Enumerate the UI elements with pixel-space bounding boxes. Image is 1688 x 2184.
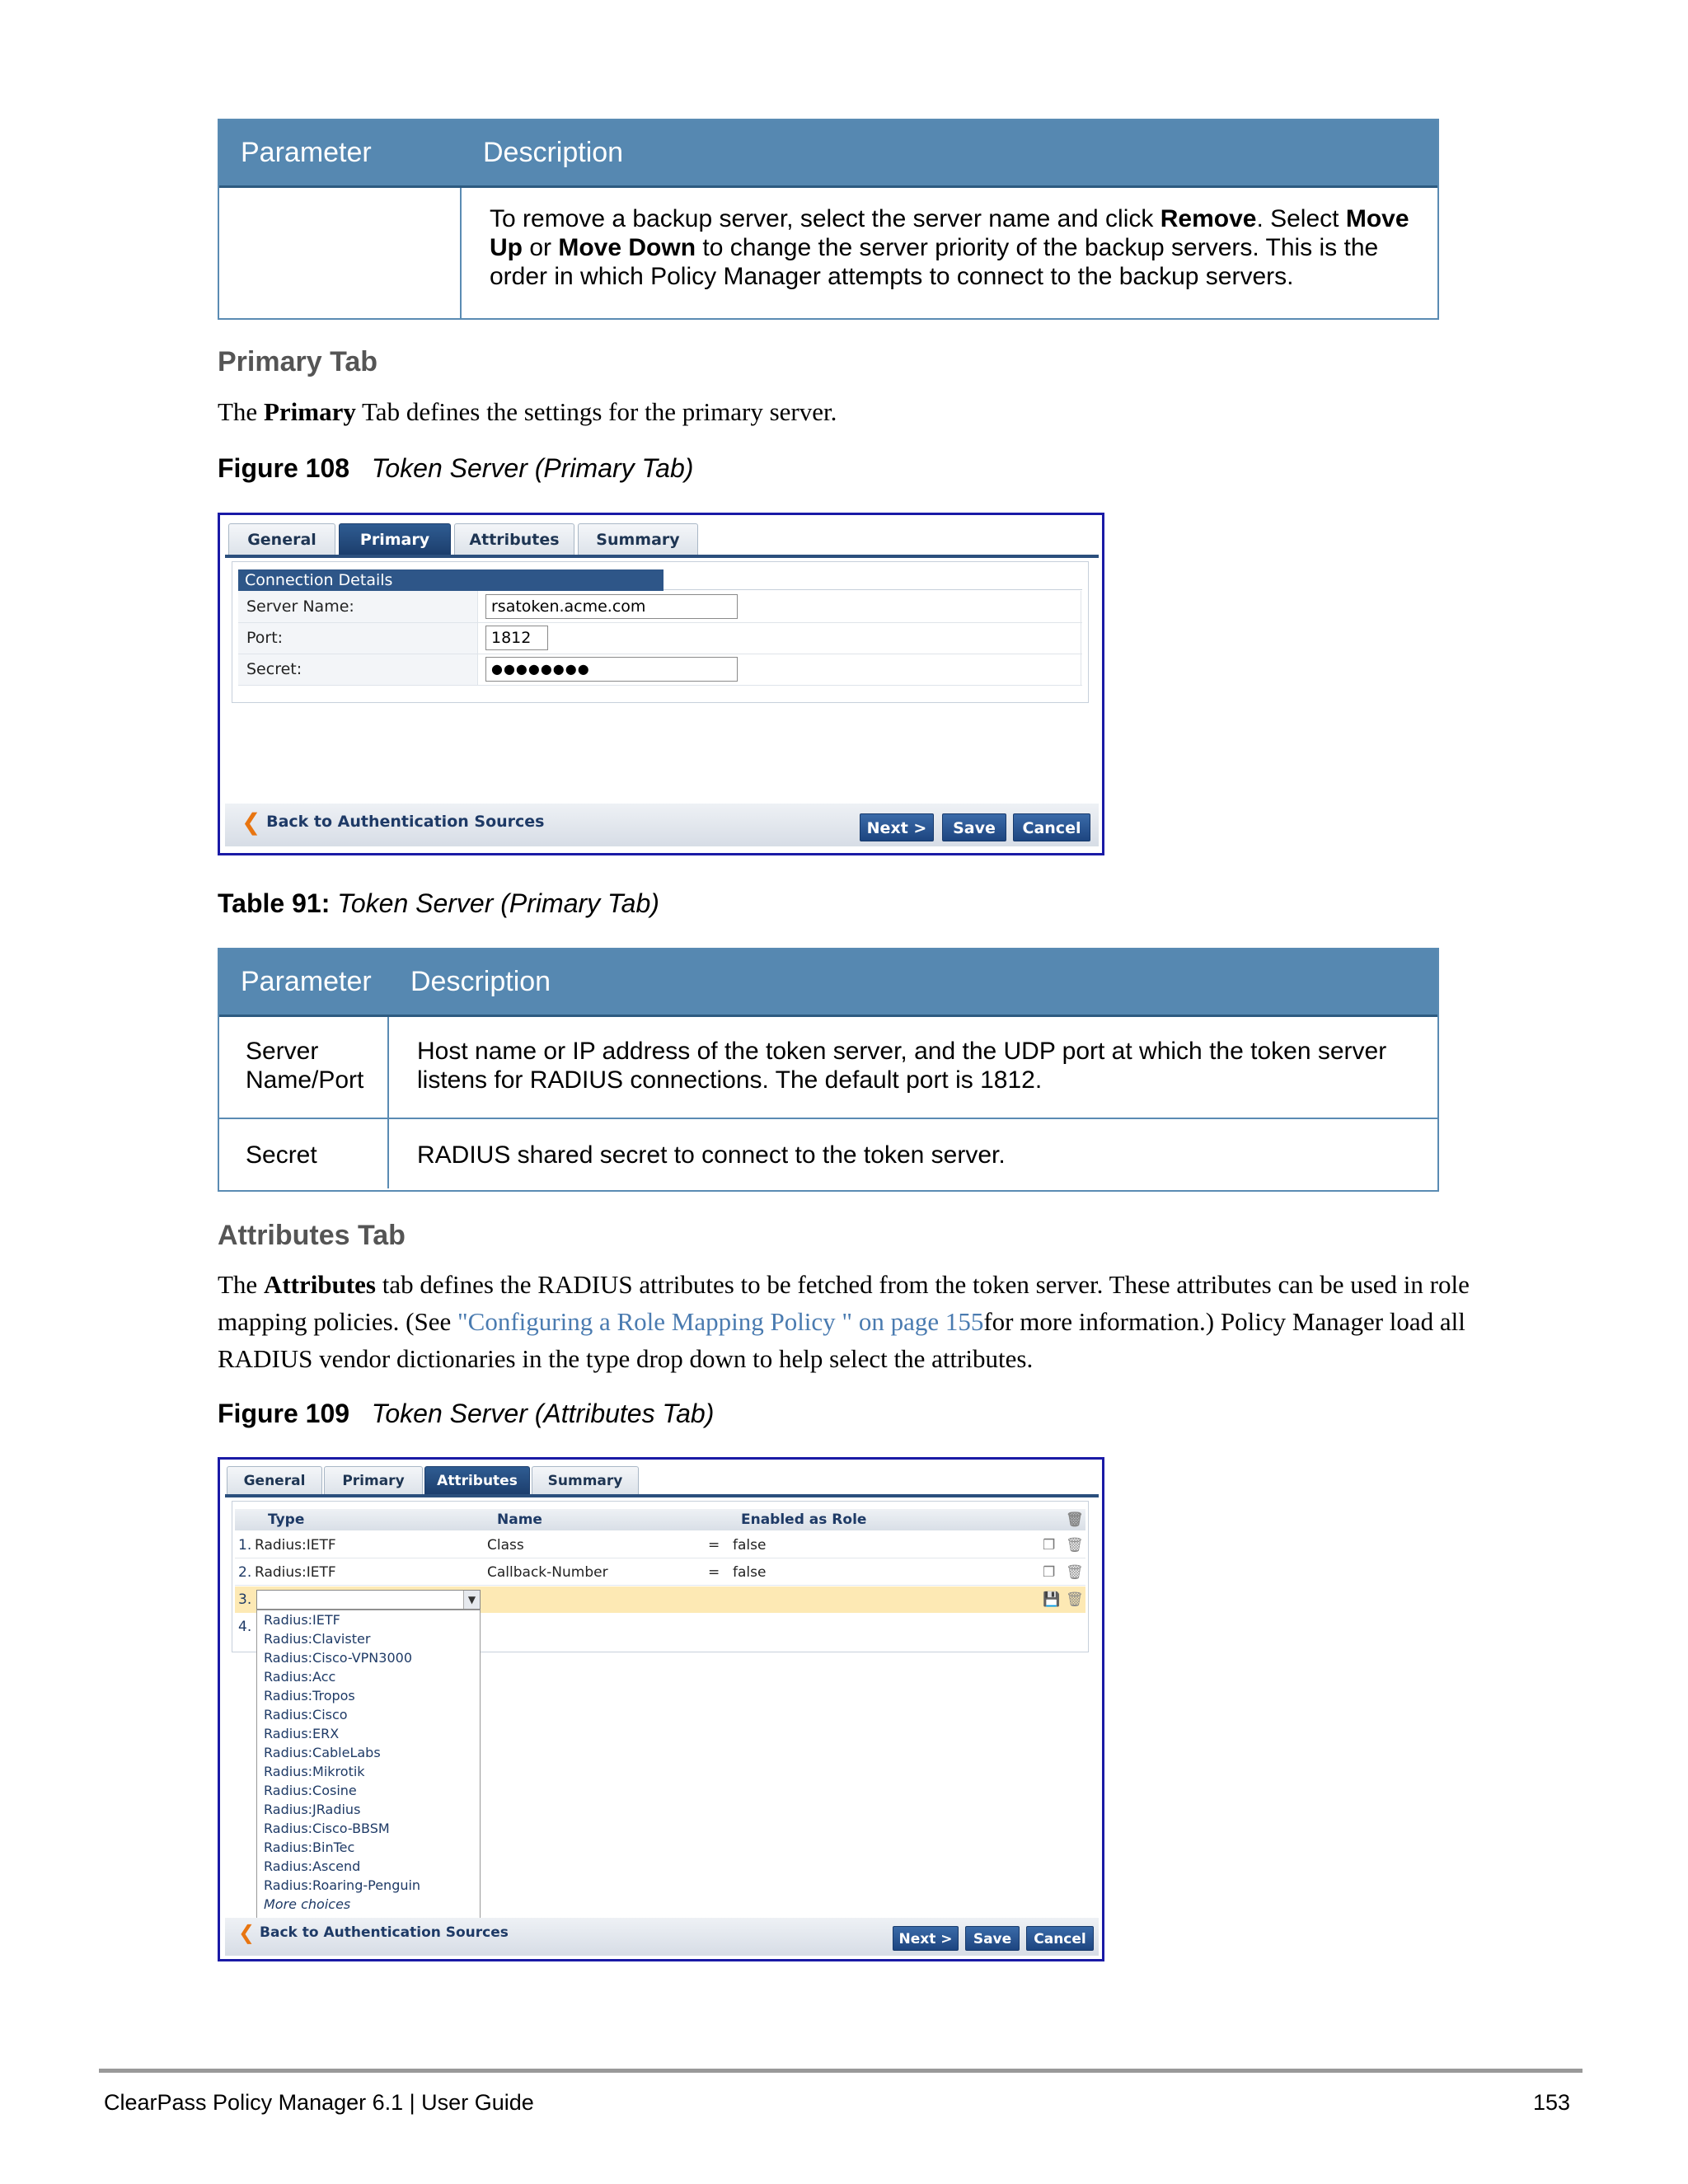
table-91-caption: Table 91: Token Server (Primary Tab) [218, 888, 659, 918]
figure-109-screenshot [218, 1457, 1104, 1961]
row-description: RADIUS shared secret to connect to the token server. [417, 1141, 1006, 1169]
table-row[interactable]: 2. Radius:IETF Callback-Number = false ❐ 🗑 [235, 1559, 1085, 1586]
table-header [219, 949, 1437, 1017]
label-port: Port: [246, 629, 284, 647]
footer-title: ClearPass Policy Manager 6.1 | User Guide [104, 2090, 534, 2115]
tab-general[interactable]: General [228, 523, 335, 555]
attributes-tab-text: The Attributes tab defines the RADIUS attributes to be fetched from the token server. These attributes can be used in role mapping policies. (See "Configuring a Role Mapping Policy " on page 155for more information.) Policy Manager load all RADIUS vendor dictionaries in the type drop down to help select the attributes. [218, 1270, 1470, 1373]
row-parameter: Secret [246, 1141, 317, 1169]
tab-attributes[interactable]: Attributes [424, 1466, 530, 1494]
cancel-button[interactable]: Cancel [1026, 1926, 1094, 1951]
type-select[interactable] [256, 1590, 481, 1610]
back-arrow-icon: ❮ [241, 808, 261, 836]
dropdown-option[interactable]: Radius:Roaring-Penguin [264, 1877, 421, 1893]
table-row [219, 1118, 1437, 1188]
primary-tab-heading: Primary Tab [218, 346, 378, 377]
save-button[interactable]: Save [942, 813, 1006, 841]
next-button[interactable]: Next > [860, 813, 934, 841]
figure-109-caption: Figure 109 Token Server (Attributes Tab) [218, 1399, 715, 1428]
figure-108-screenshot [218, 513, 1104, 855]
type-dropdown-list [256, 1610, 481, 1933]
backup-servers-table [218, 119, 1439, 320]
back-to-sources-link[interactable]: ❮ Back to Authentication Sources [241, 808, 545, 836]
row-description: Host name or IP address of the token server, and the UDP port at which the token server listens for RADIUS connections. The default port is 1812. [417, 1038, 1387, 1094]
table-header [219, 120, 1437, 188]
dropdown-option[interactable]: Radius:JRadius [264, 1802, 361, 1817]
tab-general[interactable]: General [227, 1466, 322, 1494]
header-parameter: Parameter [241, 966, 372, 997]
dropdown-option[interactable]: Radius:BinTec [264, 1840, 355, 1855]
dropdown-option[interactable]: Radius:CableLabs [264, 1745, 381, 1760]
footer-rule [99, 2069, 1582, 2073]
delete-icon[interactable]: 🗑 [1066, 1537, 1084, 1554]
tab-primary[interactable]: Primary [339, 523, 451, 555]
dropdown-option[interactable]: Radius:Cosine [264, 1783, 357, 1798]
delete-icon[interactable]: 🗑 [1066, 1564, 1084, 1581]
save-button[interactable]: Save [965, 1926, 1020, 1951]
row-parameter: Server Name/Port [246, 1038, 364, 1094]
tab-attributes[interactable]: Attributes [454, 523, 574, 555]
dropdown-option[interactable]: Radius:Ascend [264, 1858, 361, 1874]
col-type: Type [268, 1511, 305, 1528]
figure-108-caption: Figure 108 Token Server (Primary Tab) [218, 453, 694, 483]
attributes-tab-heading: Attributes Tab [218, 1220, 406, 1251]
dropdown-option[interactable]: Radius:Cisco-BBSM [264, 1821, 390, 1836]
col-name: Name [497, 1511, 542, 1528]
tab-summary[interactable]: Summary [578, 523, 698, 555]
primary-tab-text: The Primary Tab defines the settings for the primary server. [218, 397, 837, 426]
page-number: 153 [1533, 2090, 1571, 2115]
table-row [219, 1017, 1437, 1118]
dropdown-option[interactable]: Radius:Cisco-VPN3000 [264, 1650, 412, 1666]
delete-icon[interactable]: 🗑 [1066, 1591, 1084, 1608]
chevron-down-icon: ▼ [463, 1591, 480, 1609]
secret-input[interactable]: ●●●●●●●● [485, 657, 738, 682]
dropdown-option[interactable]: Radius:ERX [264, 1726, 340, 1741]
delete-all-icon[interactable]: 🗑 [1066, 1511, 1084, 1528]
table-row [219, 188, 1437, 320]
label-server-name: Server Name: [246, 598, 354, 616]
section-connection-details: Connection Details [238, 569, 663, 591]
cancel-button[interactable]: Cancel [1013, 813, 1090, 841]
back-arrow-icon: ❮ [238, 1921, 256, 1944]
dropdown-option[interactable]: Radius:IETF [264, 1612, 340, 1628]
table-row: 4. [238, 1619, 252, 1635]
back-to-sources-link[interactable]: ❮ Back to Authentication Sources [238, 1921, 509, 1944]
tab-primary[interactable]: Primary [324, 1466, 423, 1494]
dropdown-option[interactable]: Radius:Mikrotik [264, 1764, 365, 1779]
table-row-editing[interactable]: 3. 💾 🗑 [235, 1586, 1085, 1613]
role-mapping-link[interactable]: "Configuring a Role Mapping Policy " on page 155 [457, 1307, 984, 1336]
port-input[interactable]: 1812 [485, 626, 548, 650]
next-button[interactable]: Next > [893, 1926, 959, 1951]
dropdown-option[interactable]: Radius:Acc [264, 1669, 336, 1685]
col-enabled-as-role: Enabled as Role [741, 1511, 867, 1528]
save-row-icon[interactable]: 💾 [1043, 1591, 1061, 1608]
tab-summary[interactable]: Summary [532, 1466, 639, 1494]
header-parameter: Parameter [241, 137, 372, 168]
copy-icon[interactable]: ❐ [1043, 1564, 1056, 1581]
dropdown-more-choices[interactable]: More choices [264, 1896, 351, 1912]
label-secret: Secret: [246, 660, 302, 678]
table-91 [218, 948, 1439, 1192]
grid-header [235, 1509, 1085, 1530]
row-description: To remove a backup server, select the server name and click Remove. Select Move Up or Move Down to change the server priority of the backup servers. This is the order in which Policy Manager attempts to connect to the backup servers. [490, 205, 1409, 290]
server-name-input[interactable]: rsatoken.acme.com [485, 594, 738, 619]
header-description: Description [483, 137, 624, 168]
dropdown-option[interactable]: Radius:Clavister [264, 1631, 371, 1647]
table-row[interactable]: 1. Radius:IETF Class = false ❐ 🗑 [235, 1532, 1085, 1558]
dropdown-option[interactable]: Radius:Cisco [264, 1707, 348, 1722]
copy-icon[interactable]: ❐ [1043, 1537, 1056, 1554]
dropdown-option[interactable]: Radius:Tropos [264, 1688, 355, 1704]
header-description: Description [410, 966, 551, 997]
